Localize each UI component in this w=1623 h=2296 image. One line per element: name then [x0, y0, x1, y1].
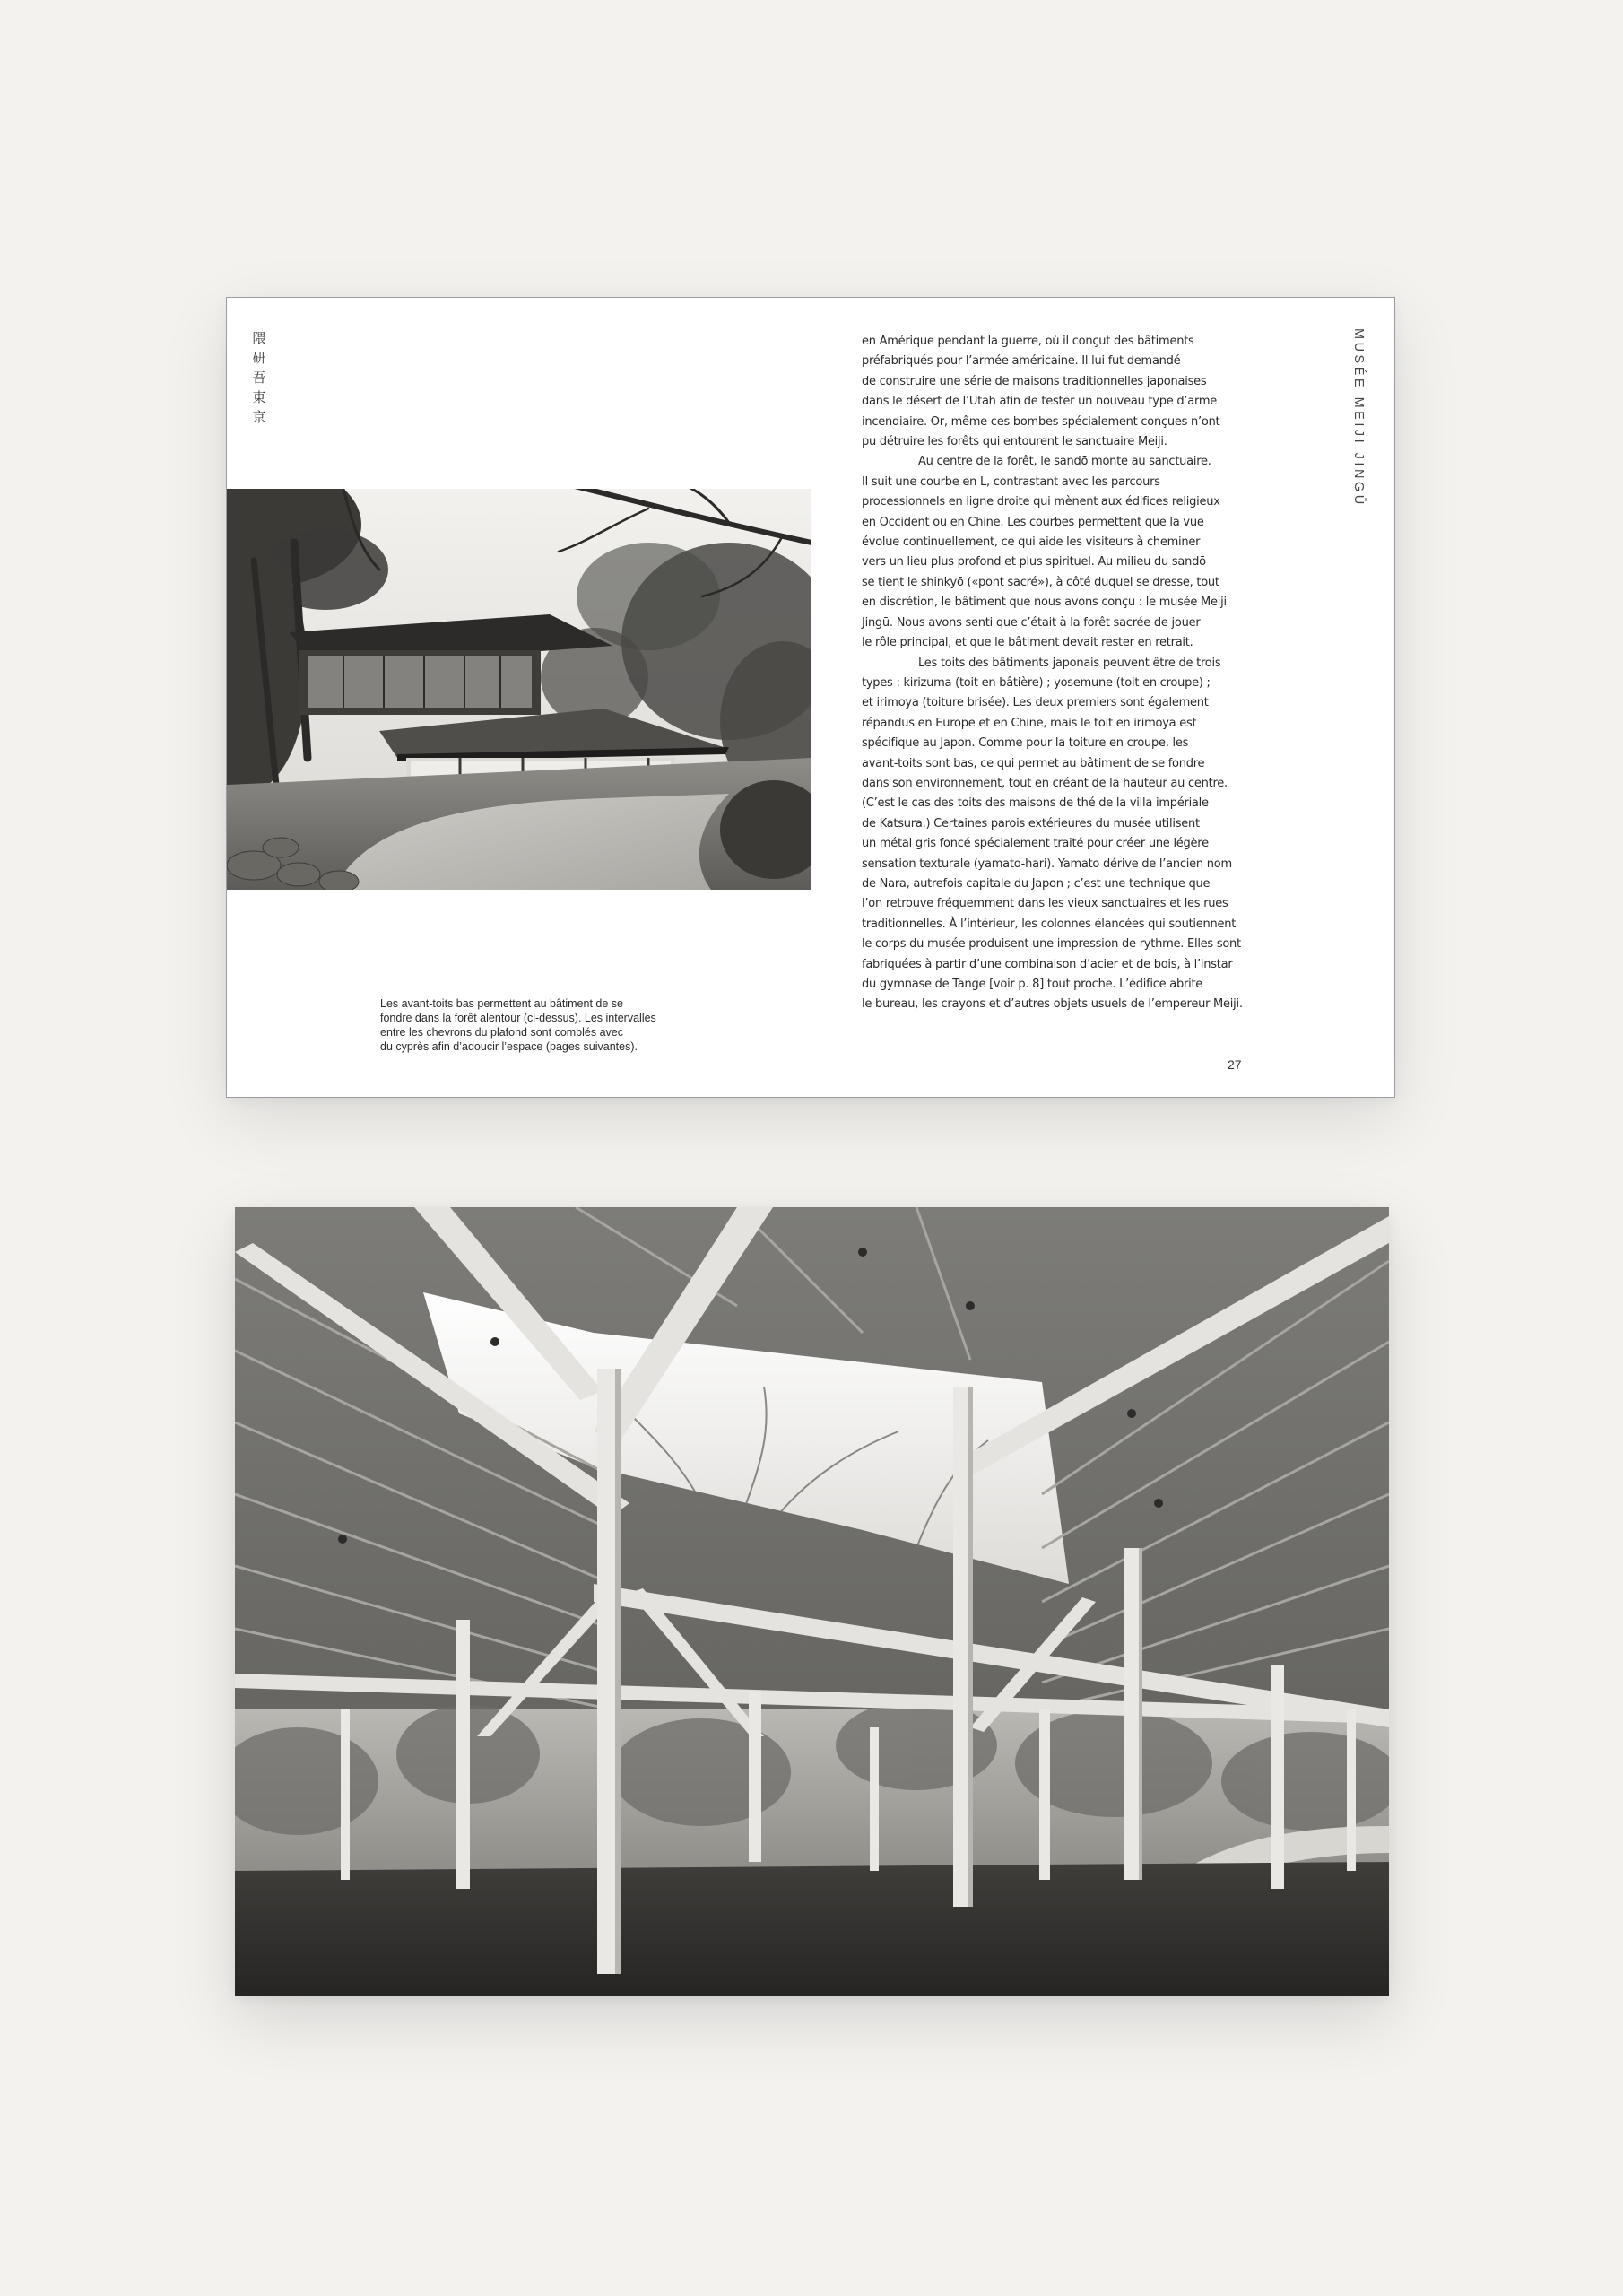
body-line: de Katsura.) Certaines parois extérieures du musée utilisent: [862, 816, 1200, 831]
body-line: Il suit une courbe en L, contrastant avec les parcours: [862, 474, 1160, 489]
body-line: incendiaire. Or, même ces bombes spécialement conçues n’ont: [862, 414, 1220, 429]
body-line: en Amérique pendant la guerre, où il conçut des bâtiments: [862, 335, 1194, 348]
body-line: avant-toits sont bas, ce qui permet au bâtiment de se fondre: [862, 756, 1205, 770]
body-line: dans son environnement, tout en créant de la hauteur au centre.: [862, 776, 1228, 790]
body-line: se tient le shinkyō («pont sacré»), à côté duquel se dresse, tout: [862, 575, 1219, 589]
body-line: préfabriqués pour l’armée américaine. Il lui fut demandé: [862, 354, 1181, 369]
body-line: de Nara, autrefois capitale du Japon ; c’est une technique que: [862, 876, 1211, 891]
kanji-running-head: 隈研吾東京: [252, 330, 266, 425]
book-page: [226, 297, 1395, 1098]
body-line: un métal gris foncé spécialement traité pour créer une légère: [862, 837, 1209, 851]
body-line: du gymnase de Tange [voir p. 8] tout proche. L’édifice abrite: [862, 978, 1203, 991]
caption-line: entre les chevrons du plafond sont comblés avec: [380, 1026, 623, 1039]
body-line: sensation texturale (yamato-hari). Yamato dérive de l’ancien nom: [862, 857, 1232, 871]
pavilion-interior-photo: [235, 1207, 1389, 1996]
paragraph-start-line: Au centre de la forêt, le sandō monte au sanctuaire.: [918, 455, 1211, 469]
page-number: 27: [1228, 1057, 1242, 1072]
body-line: types : kirizuma (toit en bâtière) ; yosemune (toit en croupe) ;: [862, 675, 1211, 690]
body-line: processionnels en ligne droite qui mènent aux édifices religieux: [862, 495, 1220, 509]
body-line: de construire une série de maisons traditionnelles japonaises: [862, 374, 1207, 388]
body-line: vers un lieu plus profond et plus spirituel. Au milieu du sandō: [862, 555, 1206, 570]
body-line: traditionnelles. À l’intérieur, les colonnes élancées qui soutiennent: [862, 917, 1237, 931]
body-line: le corps du musée produisent une impression de rythme. Elles sont: [862, 937, 1241, 952]
body-line: pu détruire les forêts qui entourent le sanctuaire Meiji.: [862, 435, 1167, 449]
caption-line: du cyprès afin d’adoucir l’espace (pages suivantes).: [380, 1040, 638, 1053]
caption-line: fondre dans la forêt alentour (ci-dessus). Les intervalles: [380, 1012, 656, 1024]
museum-exterior-photo: [227, 489, 812, 890]
body-line: répandus en Europe et en Chine, mais le toit en irimoya est: [862, 716, 1197, 730]
caption-line: Les avant-toits bas permettent au bâtiment de se: [380, 997, 623, 1010]
body-line: et irimoya (toiture brisée). Les deux premiers sont également: [862, 696, 1209, 710]
body-line: (C’est le cas des toits des maisons de thé de la villa impériale: [862, 796, 1209, 811]
body-line: le bureau, les crayons et d’autres objets usuels de l’empereur Meiji.: [862, 997, 1243, 1012]
section-running-head: MUSÉE MEIJI JINGŪ: [1351, 328, 1366, 508]
body-line: fabriquées à partir d’une combinaison d’acier et de bois, à l’instar: [862, 957, 1233, 971]
body-line: Jingū. Nous avons senti que c’était à la forêt sacrée de jouer: [862, 615, 1201, 630]
body-line: dans le désert de l’Utah afin de tester un nouveau type d’arme: [862, 395, 1217, 409]
body-line: en discrétion, le bâtiment que nous avons conçu : le musée Meiji: [862, 596, 1227, 610]
body-line: en Occident ou en Chine. Les courbes permettent que la vue: [862, 515, 1204, 529]
body-line: spécifique au Japon. Comme pour la toiture en croupe, les: [862, 736, 1189, 751]
body-line: l’on retrouve fréquemment dans les vieux sanctuaires et les rues: [862, 897, 1228, 911]
paragraph-start-line: Les toits des bâtiments japonais peuvent être de trois: [918, 656, 1221, 670]
body-text: [862, 332, 1256, 1015]
body-line: le rôle principal, et que le bâtiment devait rester en retrait.: [862, 636, 1193, 650]
photo-caption: [380, 996, 685, 1054]
body-line: évolue continuellement, ce qui aide les visiteurs à cheminer: [862, 535, 1201, 550]
